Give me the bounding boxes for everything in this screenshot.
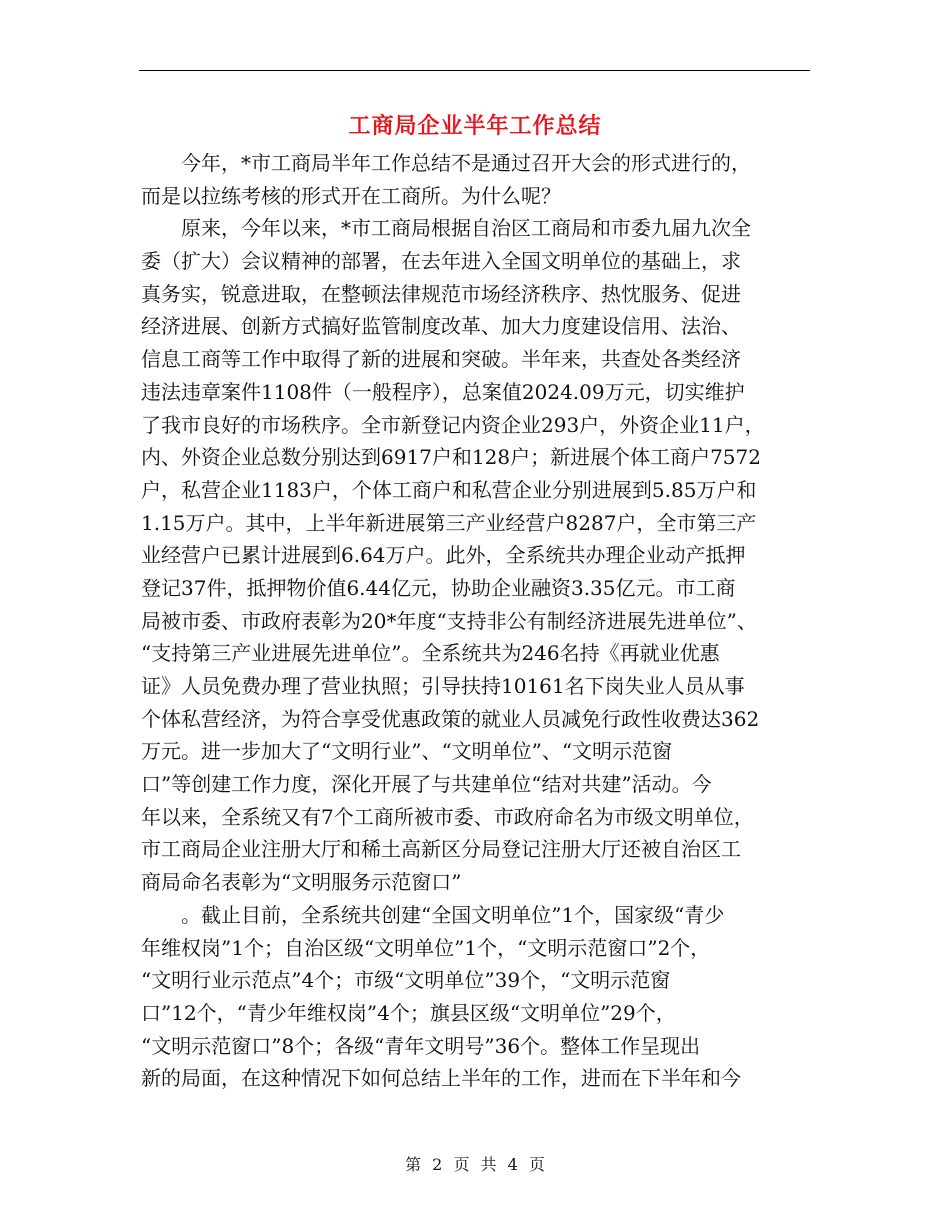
- text-line: 经济进展、创新方式搞好监管制度改革、加大力度建设信用、法治、: [141, 314, 741, 339]
- text-line: 个体私营经济，为符合享受优惠政策的就业人员减免行政性收费达362: [141, 706, 760, 731]
- text-line: 口”12个，“青少年维权岗”4个；旗县区级“文明单位”29个，: [141, 1000, 676, 1025]
- text-line: 口”等创建工作力度，深化开展了与共建单位“结对共建”活动。今: [141, 772, 712, 797]
- document-body: [141, 147, 809, 1095]
- text-line: 业经营户已累计进展到6.64万户。此外，全系统共办理企业动产抵押: [141, 543, 746, 568]
- header-rule: [139, 70, 810, 71]
- text-line: 。截止目前，全系统共创建“全国文明单位”1个，国家级“青少: [141, 902, 725, 927]
- text-line: “文明行业示范点”4个；市级“文明单位”39个，“文明示范窗: [141, 968, 671, 993]
- text-line: 真务实，锐意进取，在整顿法律规范市场经济秩序、热忱服务、促进: [141, 281, 741, 306]
- text-line: 登记37件，抵押物价值6.44亿元，协助企业融资3.35亿元。市工商: [141, 575, 736, 600]
- text-line: 年维权岗”1个；自治区级“文明单位”1个，“文明示范窗口”2个，: [141, 935, 711, 960]
- text-line: 今年，*市工商局半年工作总结不是通过召开大会的形式进行的，: [141, 151, 751, 175]
- text-line: 内、外资企业总数分别达到6917户和128户；新进展个体工商户7572: [141, 445, 761, 470]
- text-line: 年以来，全系统又有7个工商所被市委、市政府命名为市级文明单位，: [141, 804, 754, 829]
- text-line: 商局命名表彰为“文明服务示范窗口”: [141, 870, 462, 895]
- text-line: 信息工商等工作中取得了新的进展和突破。半年来，共查处各类经济: [141, 347, 741, 372]
- text-line: 原来，今年以来，*市工商局根据自治区工商局和市委九届九次全: [141, 216, 751, 241]
- text-line: 而是以拉练考核的形式开在工商所。为什么呢？: [141, 183, 561, 208]
- text-line: 新的局面，在这种情况下如何总结上半年的工作，进而在下半年和今: [141, 1066, 741, 1091]
- document-title: 工商局企业半年工作总结: [348, 113, 602, 139]
- text-line: 委（扩大）会议精神的部署，在去年进入全国文明单位的基础上，求: [141, 249, 741, 274]
- text-line: 市工商局企业注册大厅和稀土高新区分局登记注册大厅还被自治区工: [141, 837, 741, 862]
- text-line: 局被市委、市政府表彰为20*年度“支持非公有制经济进展先进单位”、: [141, 608, 757, 633]
- text-line: 1.15万户。其中，上半年新进展第三产业经营户8287户，全市第三产: [141, 510, 757, 535]
- text-line: “支持第三产业进展先进单位”。全系统共为246名持《再就业优惠: [141, 641, 720, 666]
- page-number: 第 2 页 共 4 页: [405, 1155, 545, 1174]
- text-line: 万元。进一步加大了“文明行业”、“文明单位”、“文明示范窗: [141, 739, 673, 764]
- text-line: “文明示范窗口”8个；各级“青年文明号”36个。整体工作呈现出: [141, 1033, 701, 1058]
- text-line: 了我市良好的市场秩序。全市新登记内资企业293户，外资企业11户，: [141, 412, 765, 437]
- text-line: 证》人员免费办理了营业执照；引导扶持10161名下岗失业人员从事: [141, 674, 745, 698]
- text-line: 违法违章案件1108件（一般程序），总案值2024.09万元，切实维护: [141, 379, 745, 404]
- text-line: 户，私营企业1183户，个体工商户和私营企业分别进展到5.85万户和: [141, 477, 757, 502]
